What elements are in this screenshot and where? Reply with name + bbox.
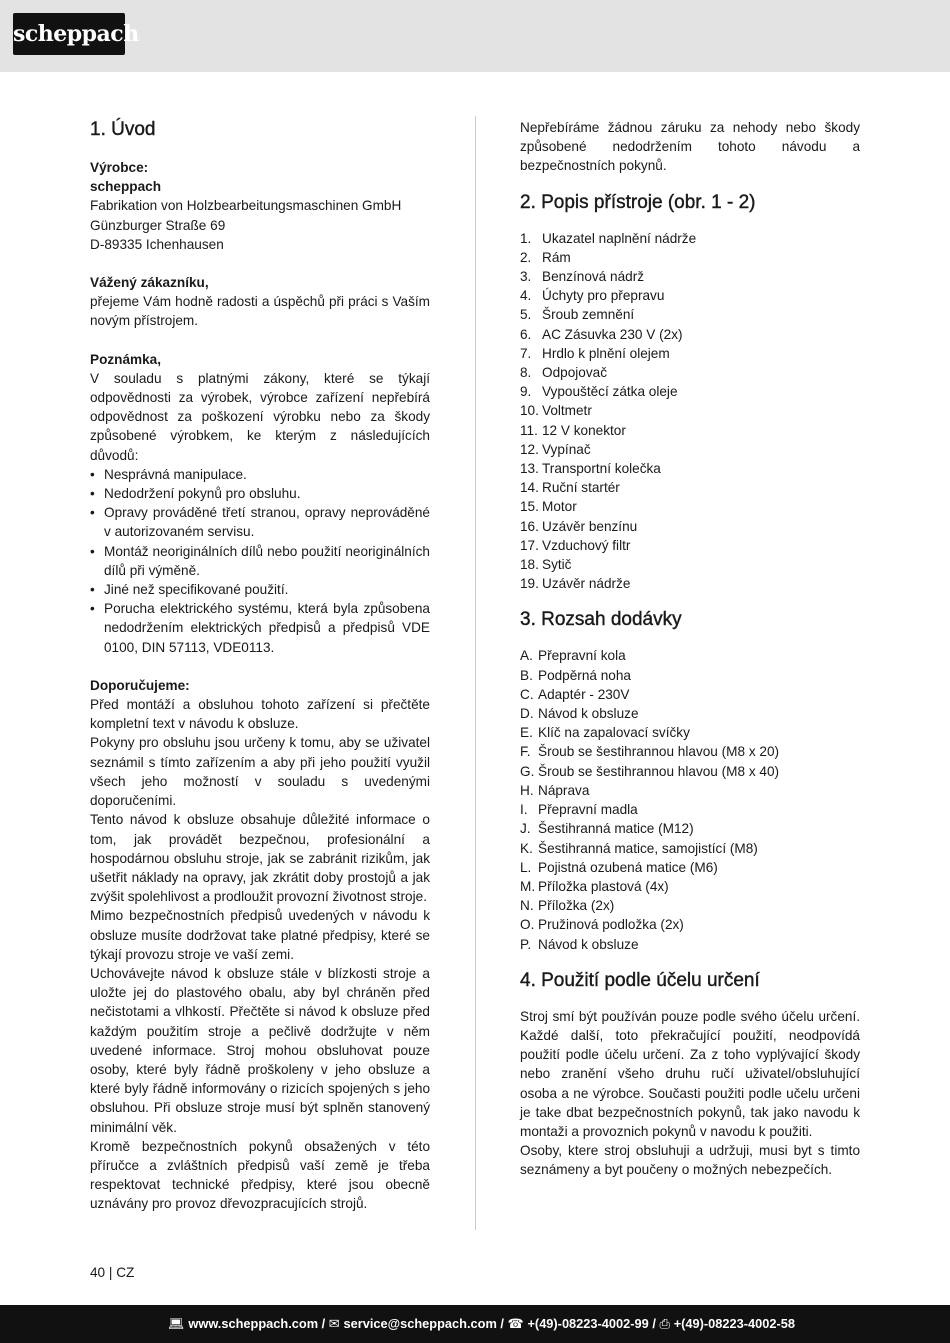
list-item bbox=[520, 440, 860, 459]
list-item-text: Sytič bbox=[542, 557, 572, 573]
manufacturer-name: scheppach bbox=[90, 179, 162, 195]
right-column bbox=[520, 118, 860, 1180]
list-item-number: E. bbox=[520, 725, 533, 741]
list-item bbox=[520, 459, 860, 478]
parts-list bbox=[520, 229, 860, 594]
list-item-text: 12 V konektor bbox=[542, 422, 626, 438]
left-column bbox=[90, 118, 430, 1214]
list-item-text: Klíč na zapalovací svíčky bbox=[538, 725, 690, 741]
list-item-text: Voltmetr bbox=[542, 403, 592, 419]
list-item-text: Návod k obsluze bbox=[538, 936, 639, 952]
list-item: • Porucha elektrického systému, která byla způsobena nedodržením elektrických předpisů a předpisů VDE 0100, DIN 57113, VDE0113. bbox=[90, 599, 430, 657]
list-item-number: D. bbox=[520, 706, 534, 722]
footer-email-link[interactable]: service@scheppach.com bbox=[343, 1316, 497, 1331]
header-bar bbox=[0, 0, 950, 72]
list-item-number: 17. bbox=[520, 537, 539, 553]
list-item-text: Úchyty pro přepravu bbox=[542, 288, 665, 304]
list-item-number: 3. bbox=[520, 269, 532, 285]
list-item-number: 1. bbox=[520, 230, 532, 246]
list-item bbox=[520, 229, 860, 248]
footer-phone: +(49)-08223-4002-99 bbox=[527, 1316, 649, 1331]
footer-separator: / bbox=[648, 1316, 660, 1331]
list-item-text: Rám bbox=[542, 249, 571, 265]
list-item-text: Náprava bbox=[538, 782, 590, 798]
recommend-paragraph: Kromě bezpečnostních pokynů obsažených v této příručce a zvláštních předpisů vaší země je třeba respektovat technické předpisy, které jsou obecně uznávány pro provoz dřevozpracujících strojů. bbox=[90, 1138, 430, 1212]
list-item bbox=[520, 421, 860, 440]
list-item: • Nesprávná manipulace. bbox=[90, 465, 430, 484]
list-item-number: 10. bbox=[520, 403, 539, 419]
list-item-number: 4. bbox=[520, 288, 532, 304]
list-item-text: Přepravní kola bbox=[538, 648, 626, 664]
list-item-number: G. bbox=[520, 763, 535, 779]
footer-separator: / bbox=[496, 1316, 508, 1331]
footer-fax: +(49)-08223-4002-58 bbox=[673, 1316, 795, 1331]
list-item-text: Návod k obsluze bbox=[538, 706, 639, 722]
list-item-number: H. bbox=[520, 782, 534, 798]
list-item-number: 19. bbox=[520, 576, 539, 592]
list-item-text: Pojistná ozubená matice (M6) bbox=[538, 859, 718, 875]
address-line: Günzburger Straße 69 bbox=[90, 217, 226, 233]
recommend-paragraph: Před montáží a obsluhou tohoto zařízení si přečtěte kompletní text v návodu k obsluze. bbox=[90, 697, 430, 732]
list-item-number: P. bbox=[520, 936, 532, 952]
list-item-text: Uzávěr benzínu bbox=[542, 518, 638, 534]
page-number: 40 | CZ bbox=[90, 1265, 135, 1280]
list-item bbox=[520, 363, 860, 382]
scheppach-logo: scheppach bbox=[13, 13, 125, 55]
list-item-number: 8. bbox=[520, 365, 532, 381]
list-item-text: Vzduchový filtr bbox=[542, 537, 631, 553]
list-item bbox=[520, 517, 860, 536]
list-item-number: C. bbox=[520, 686, 534, 702]
list-item-number: 9. bbox=[520, 384, 532, 400]
list-item-text: Ruční startér bbox=[542, 480, 620, 496]
list-item bbox=[520, 555, 860, 574]
list-item-number: F. bbox=[520, 744, 531, 760]
recommend-paragraph: Mimo bezpečnostních předpisů uvedených v návodu k obsluze musíte dodržovat take platné předpisy, které se týkají provozu stroje ve vaší zemi. bbox=[90, 908, 430, 962]
list-item bbox=[520, 762, 860, 781]
list-item-number: 14. bbox=[520, 480, 539, 496]
list-item-text: Šroub se šestihrannou hlavou (M8 x 40) bbox=[538, 763, 780, 779]
list-item-number: I. bbox=[520, 802, 528, 818]
list-item bbox=[520, 704, 860, 723]
list-item-number: 15. bbox=[520, 499, 539, 515]
list-item-number: 18. bbox=[520, 557, 539, 573]
list-item-text: Uzávěr nádrže bbox=[542, 576, 631, 592]
usage-paragraph: Osoby, ktere stroj obsluhuji a udržuji, musi byt s timto seznámeny a byt poučeny o možných nebezpečích. bbox=[520, 1143, 860, 1178]
list-item-text: Přepravní madla bbox=[538, 802, 638, 818]
list-item-number: B. bbox=[520, 667, 533, 683]
list-item: • Opravy prováděné třetí stranou, opravy neprováděné v autorizovaném servisu. bbox=[90, 503, 430, 541]
list-item: • Nedodržení pokynů pro obsluhu. bbox=[90, 484, 430, 503]
column-divider bbox=[475, 116, 476, 1230]
list-item bbox=[520, 325, 860, 344]
disclaimer-text: Nepřebíráme žádnou záruku za nehody nebo škody způsobené nedodržením tohoto návodu a bezpečnostních pokynů. bbox=[520, 120, 860, 174]
list-item bbox=[520, 666, 860, 685]
section-3-heading: 3. Rozsah dodávky bbox=[520, 609, 682, 631]
list-item bbox=[520, 781, 860, 800]
list-item bbox=[520, 497, 860, 516]
list-item-text: Pružinová podložka (2x) bbox=[538, 917, 684, 933]
section-1-heading: 1. Úvod bbox=[90, 119, 156, 140]
list-item bbox=[520, 742, 860, 761]
list-item-number: O. bbox=[520, 917, 535, 933]
recommend-paragraph: Uchovávejte návod k obsluze stále v blízkosti stroje a uložte jej do plastového obalu, aby byl chráněn před nečistotami a vlhkostí. Přečtěte si návod k obsluze před každým použitím stroje a pečlivě dodržujte v něm uvedené informace. Stroj mohou obsluhovat pouze osoby, které byly řádně proškoleny v jeho obsluze a které byly řádně informovány o rizicích spojených s jeho obsluhou. Při obsluze stroje musí být splněn stanovený minimální věk. bbox=[90, 965, 430, 1135]
list-item bbox=[520, 267, 860, 286]
list-item-number: K. bbox=[520, 840, 533, 856]
fax-icon: ⎙ bbox=[659, 1316, 670, 1331]
usage-paragraph: Stroj smí být používán pouze podle svého účelu určení. Každé další, toto překračující použití, neodpovídá použití podle účelu určení. Za z toho vyplývající škody nebo zranění všeho druhu ručí uživatel/obsluhující osoba a ne výrobce. Současti použiti podle učelu určeni je take dbat bezpečnostních pokynů, tak jako navodu k montaži a provoznich pokynů v navodu k použiti. bbox=[520, 1008, 860, 1139]
footer-separator: / bbox=[318, 1316, 329, 1331]
list-item-number: 2. bbox=[520, 249, 532, 265]
list-item bbox=[520, 646, 860, 665]
recommend-label: Doporučujeme: bbox=[90, 677, 190, 693]
note-label: Poznámka, bbox=[90, 351, 162, 367]
list-item bbox=[520, 800, 860, 819]
list-item-text: Odpojovač bbox=[542, 365, 607, 381]
list-item bbox=[520, 819, 860, 838]
list-item bbox=[520, 723, 860, 742]
list-item-number: 5. bbox=[520, 307, 532, 323]
list-item-text: Podpěrná noha bbox=[538, 667, 631, 683]
list-item bbox=[520, 935, 860, 954]
greeting-text: přejeme Vám hodně radosti a úspěchů při práci s Vaším novým přístrojem. bbox=[90, 294, 430, 329]
mail-icon: ✉︎ bbox=[328, 1316, 340, 1331]
list-item-number: J. bbox=[520, 821, 531, 837]
address-line: Fabrikation von Holzbearbeitungsmaschinen GmbH bbox=[90, 198, 402, 214]
address-line: D-89335 Ichenhausen bbox=[90, 236, 224, 252]
list-item-text: Ukazatel naplnění nádrže bbox=[542, 230, 697, 246]
note-text: V souladu s platnými zákony, které se týkají odpovědnosti za výrobek, výrobce zařízení nepřebírá odpovědnost za poškození výrobku nebo za škody způsobené výrobkem, ke kterým z následujících důvodů: bbox=[90, 370, 430, 463]
list-item: • Jiné než specifikované použití. bbox=[90, 580, 430, 599]
list-item bbox=[520, 401, 860, 420]
list-item-number: L. bbox=[520, 859, 532, 875]
list-item-text: Transportní kolečka bbox=[542, 461, 661, 477]
list-item bbox=[520, 536, 860, 555]
list-item-text: Adaptér - 230V bbox=[538, 686, 630, 702]
section-2-heading: 2. Popis přístroje (obr. 1 - 2) bbox=[520, 191, 756, 213]
computer-icon: 💻︎ bbox=[168, 1316, 185, 1331]
footer-bar bbox=[0, 1305, 950, 1343]
list-item-number: 7. bbox=[520, 345, 532, 361]
list-item-number: 16. bbox=[520, 518, 539, 534]
list-item bbox=[520, 858, 860, 877]
list-item-text: Šestihranná matice (M12) bbox=[538, 821, 694, 837]
recommend-paragraph: Pokyny pro obsluhu jsou určeny k tomu, aby se uživatel seznámil s tímto zařízením a aby při jeho použití využil všech jeho možností v souladu s uvedenými doporučeními. bbox=[90, 735, 430, 809]
list-item: • Montáž neoriginálních dílů nebo použití neoriginálních dílů při výměně. bbox=[90, 542, 430, 580]
list-item bbox=[520, 839, 860, 858]
list-item-text: Šroub zemnění bbox=[542, 307, 635, 323]
manufacturer-label: Výrobce: bbox=[90, 160, 149, 175]
list-item bbox=[520, 305, 860, 324]
list-item-text: Vypouštěcí zátka oleje bbox=[542, 384, 678, 400]
list-item-number: 12. bbox=[520, 441, 539, 457]
list-item bbox=[520, 344, 860, 363]
list-item-text: Hrdlo k plnění olejem bbox=[542, 345, 670, 361]
list-item-number: M. bbox=[520, 878, 536, 894]
list-item-text: Benzínová nádrž bbox=[542, 269, 645, 285]
list-item bbox=[520, 877, 860, 896]
list-item-text: Motor bbox=[542, 499, 577, 515]
list-item bbox=[520, 382, 860, 401]
footer-website-link[interactable]: www.scheppach.com bbox=[188, 1316, 319, 1331]
list-item-text: Šestihranná matice, samojistící (M8) bbox=[538, 840, 758, 856]
list-item bbox=[520, 685, 860, 704]
list-item-text: Příložka plastová (4x) bbox=[538, 878, 669, 894]
section-4-heading: 4. Použití podle účelu určení bbox=[520, 969, 760, 991]
list-item bbox=[520, 248, 860, 267]
note-bullet-list bbox=[90, 465, 430, 657]
list-item bbox=[520, 896, 860, 915]
phone-icon: ☎︎ bbox=[507, 1316, 524, 1331]
list-item-number: 6. bbox=[520, 326, 532, 342]
list-item bbox=[520, 915, 860, 934]
list-item-text: Šroub se šestihrannou hlavou (M8 x 20) bbox=[538, 744, 780, 760]
recommend-paragraph: Tento návod k obsluze obsahuje důležité informace o tom, jak provádět bezpečnou, profesionální a hospodárnou obsluhu stroje, jak se zabránit rizikům, jak ušetřit náklady na opravy, jak zkrátit doby prostojů a jak zvýšit spolehlivost a prodloužit provozní životnost stroje. bbox=[90, 812, 430, 905]
list-item bbox=[520, 478, 860, 497]
list-item-number: 11. bbox=[520, 422, 538, 438]
greeting-label: Vážený zákazníku, bbox=[90, 275, 209, 291]
list-item bbox=[520, 286, 860, 305]
list-item-number: 13. bbox=[520, 461, 539, 477]
list-item-text: Příložka (2x) bbox=[538, 898, 615, 914]
list-item bbox=[520, 574, 860, 593]
list-item-text: AC Zásuvka 230 V (2x) bbox=[542, 326, 683, 342]
list-item-text: Vypínač bbox=[542, 441, 591, 457]
delivery-list bbox=[520, 646, 860, 953]
list-item-number: A. bbox=[520, 648, 533, 664]
list-item-number: N. bbox=[520, 898, 534, 914]
